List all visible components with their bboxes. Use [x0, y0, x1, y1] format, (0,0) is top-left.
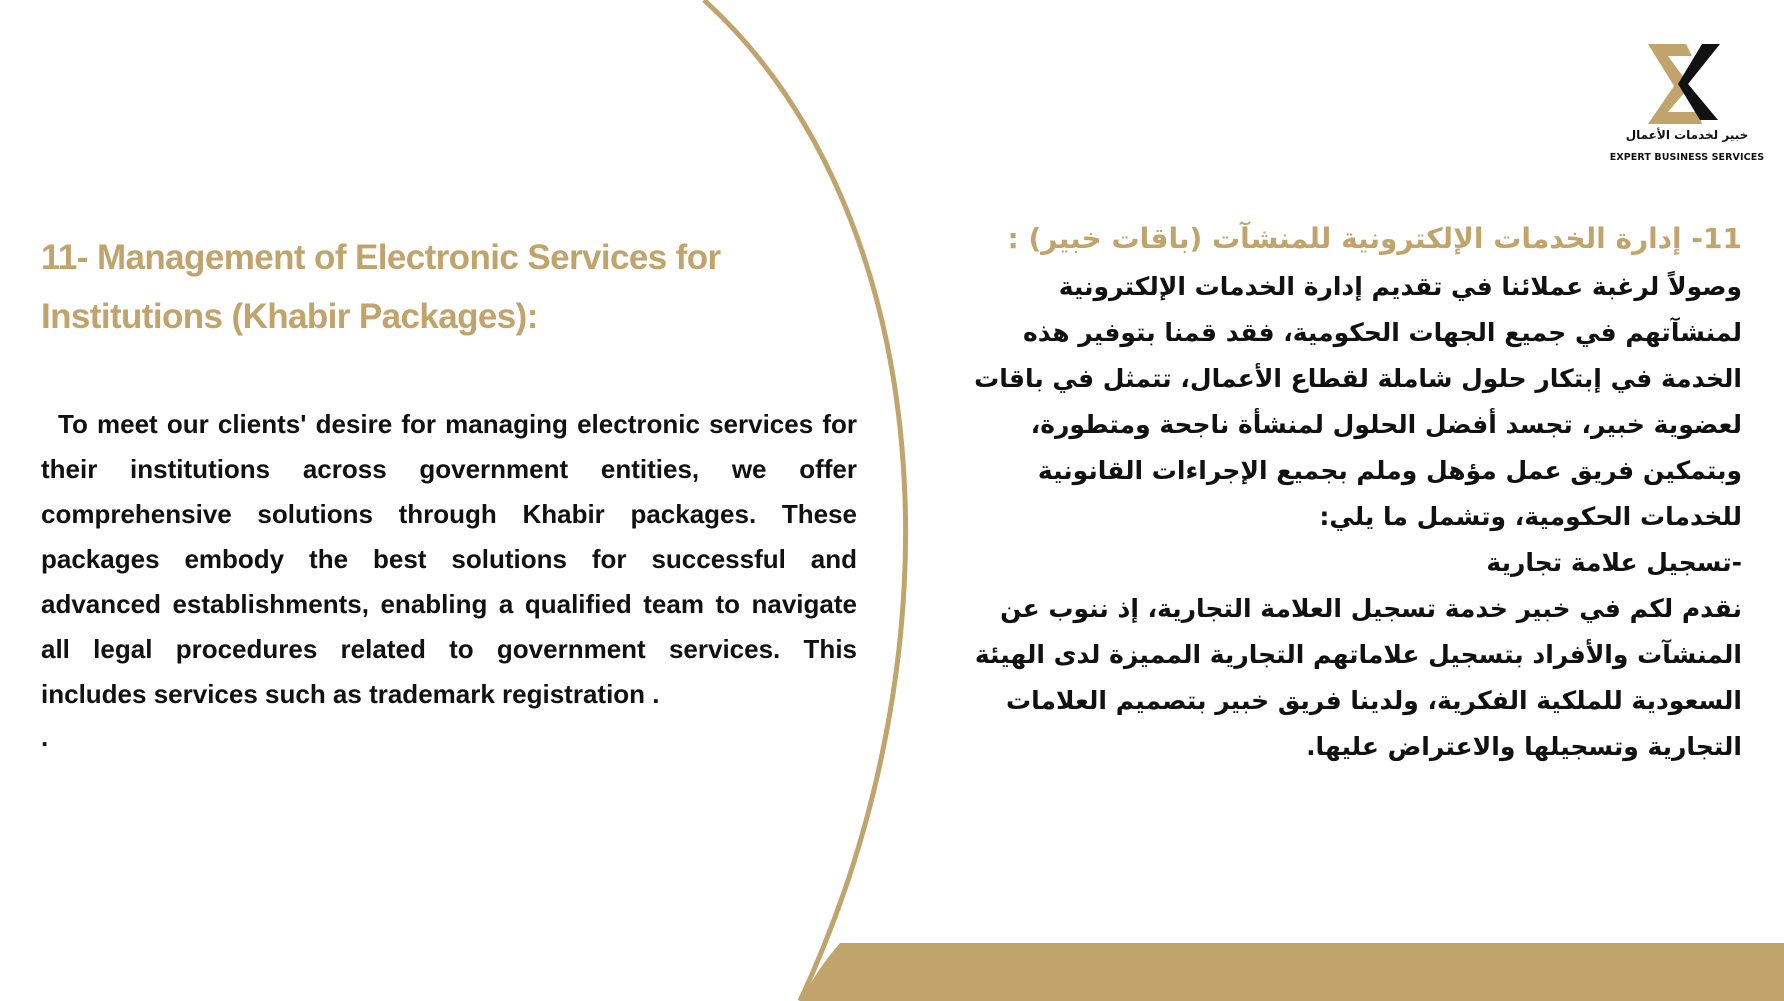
- logo-arabic-name: خبير لخدمات الأعمال: [1625, 128, 1749, 142]
- company-logo: [1602, 40, 1772, 170]
- english-section-title: [41, 228, 801, 346]
- gold-bottom-band: [800, 943, 1784, 1001]
- arabic-body-line: وبتمكين فريق عمل مؤهل وملم بجميع الإجراءات القانونية: [1037, 456, 1742, 485]
- english-title-line: Institutions (Khabir Packages):: [41, 297, 538, 336]
- arabic-body-line: الخدمة في إبتكار حلول شاملة لقطاع الأعمال، تتمثل في باقات: [974, 364, 1742, 393]
- arabic-section-title: 11- إدارة الخدمات الإلكترونية للمنشآت (باقات خبير) :: [1007, 222, 1742, 255]
- arabic-body-line: للخدمات الحكومية، وتشمل ما يلي:: [1319, 502, 1742, 531]
- arabic-body-line: التجارية وتسجيلها والاعتراض عليها.: [1306, 732, 1742, 761]
- arabic-body-line: السعودية للملكية الفكرية، ولدينا فريق خبير بتصميم العلامات: [1005, 686, 1742, 715]
- arabic-body-line: -تسجيل علامة تجارية: [1486, 548, 1742, 577]
- arabic-body-line: وصولاً لرغبة عملائنا في تقديم إدارة الخدمات الإلكترونية: [1058, 272, 1742, 301]
- logo-english-name: EXPERT BUSINESS SERVICES: [1609, 152, 1765, 163]
- arabic-body-line: نقدم لكم في خبير خدمة تسجيل العلامة التجارية، إذ ننوب عن: [1000, 594, 1742, 623]
- arabic-body-paragraph: [974, 264, 1742, 770]
- english-body-paragraph: To meet our clients' desire for managing electronic services for their institutions across government entities, we offer comprehensive solutions through Khabir packages. These packages embody the best solutions for successful and advanced establishments, enabling a qualified team to navigate all legal procedures related to government services. This includes services such as trademark registration .: [41, 409, 857, 709]
- english-trailing-dot: .: [41, 722, 49, 752]
- arabic-body-line: لعضوية خبير، تجسد أفضل الحلول لمنشأة ناجحة ومتطورة،: [1030, 410, 1742, 439]
- english-title-line: 11- Management of Electronic Services for: [41, 238, 721, 277]
- expert-business-services-logo-icon: [1644, 40, 1730, 126]
- arabic-body-line: لمنشآتهم في جميع الجهات الحكومية، فقد قمنا بتوفير هذه: [1023, 318, 1742, 347]
- arabic-body-line: المنشآت والأفراد بتسجيل علاماتهم التجارية المميزة لدى الهيئة: [974, 640, 1742, 669]
